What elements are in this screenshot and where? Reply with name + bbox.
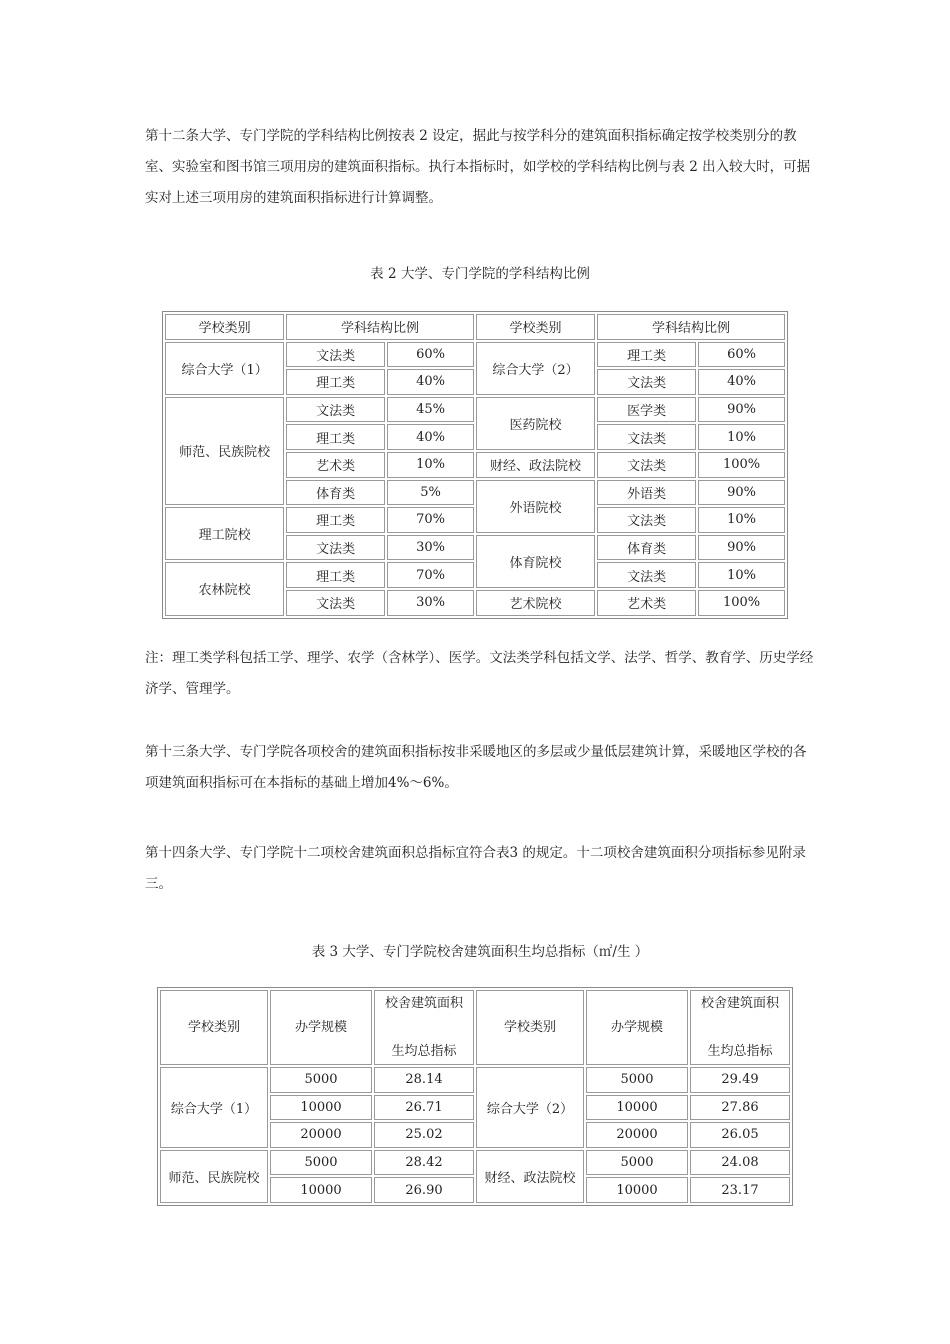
scale-cell: 20000 [270,1122,372,1148]
header-cell: 办学规模 [586,990,688,1065]
table-row [165,397,785,423]
header-spacer [385,1016,463,1040]
header-cell: 学科结构比例 [286,314,474,340]
scale-cell: 10000 [270,1177,372,1203]
scale-cell: 5000 [270,1150,372,1176]
scale-cell: 10000 [586,1095,688,1121]
school-type-cell: 医药院校 [476,397,595,450]
ratio-cell: 10% [387,452,474,478]
scale-cell: 10000 [586,1177,688,1203]
table3-caption: 表 3 大学、专门学院校舍建筑面积生均总指标（㎡/生 ） [311,944,649,960]
school-type-cell: 师范、民族院校 [160,1150,268,1203]
header-cell: 学校类别 [160,990,268,1065]
discipline-cell: 艺术类 [286,452,385,478]
discipline-cell: 文法类 [597,507,696,533]
table2-note: 注：理工类学科包括工学、理学、农学（含林学）、医学。文法类学科包括文学、法学、哲学、教育学、历史学经济学、管理学。 [145,650,814,697]
scale-cell: 5000 [586,1150,688,1176]
ratio-cell: 5% [387,480,474,506]
discipline-cell: 外语类 [597,480,696,506]
ratio-cell: 40% [698,369,785,395]
ratio-cell: 60% [698,342,785,368]
discipline-cell: 文法类 [597,424,696,450]
table-header-row [165,314,785,340]
discipline-cell: 理工类 [597,342,696,368]
scale-cell: 5000 [270,1067,372,1093]
school-type-cell: 综合大学（2） [476,342,595,395]
ratio-cell: 90% [698,480,785,506]
index-cell: 26.71 [374,1095,474,1121]
table-row [160,1067,790,1093]
header-cell: 学校类别 [165,314,284,340]
ratio-cell: 60% [387,342,474,368]
discipline-cell: 理工类 [286,507,385,533]
header-spacer [701,1016,779,1040]
table3-area-index [157,987,793,1206]
discipline-cell: 文法类 [286,535,385,561]
table2-caption: 表 2 大学、专门学院的学科结构比例 [370,266,590,282]
school-type-cell: 财经、政法院校 [476,1150,584,1203]
index-cell: 24.08 [690,1150,790,1176]
school-type-cell: 师范、民族院校 [165,397,284,505]
index-cell: 26.90 [374,1177,474,1203]
index-cell: 23.17 [690,1177,790,1203]
ratio-cell: 100% [698,590,785,616]
scale-cell: 10000 [270,1095,372,1121]
ratio-cell: 30% [387,535,474,561]
discipline-cell: 文法类 [597,369,696,395]
ratio-cell: 100% [698,452,785,478]
table-row [160,1150,790,1176]
ratio-cell: 45% [387,397,474,423]
discipline-cell: 文法类 [597,562,696,588]
header-cell: 学校类别 [476,990,584,1065]
school-type-cell: 综合大学（1） [160,1067,268,1148]
index-cell: 25.02 [374,1122,474,1148]
header-line: 校舍建筑面积 [384,995,463,1011]
table2-discipline-ratio [162,311,788,619]
ratio-cell: 10% [698,424,785,450]
header-line: 校舍建筑面积 [700,995,779,1011]
school-type-cell: 综合大学（1） [165,342,284,395]
school-type-cell: 财经、政法院校 [476,452,595,478]
header-cell [690,990,790,1065]
scale-cell: 5000 [586,1067,688,1093]
article-13-paragraph: 第十三条大学、专门学院各项校舍的建筑面积指标按非采暖地区的多层或少量低层建筑计算，采暖地区学校的各项建筑面积指标可在本指标的基础上增加4%～6%。 [145,744,807,791]
table-row [165,342,785,368]
ratio-cell: 70% [387,507,474,533]
discipline-cell: 文法类 [286,590,385,616]
discipline-cell: 体育类 [597,535,696,561]
discipline-cell: 文法类 [286,342,385,368]
article-12-paragraph: 第十二条大学、专门学院的学科结构比例按表 2 设定，据此与按学科分的建筑面积指标确定按学校类别分的教室、实验室和图书馆三项用房的建筑面积指标。执行本指标时，如学校的学科结构比例与表 2 出入较大时，可据实对上述三项用房的建筑面积指标进行计算调整。 [145,128,811,206]
discipline-cell: 体育类 [286,480,385,506]
header-cell: 学科结构比例 [597,314,785,340]
school-type-cell: 农林院校 [165,562,284,615]
discipline-cell: 文法类 [597,452,696,478]
header-cell [374,990,474,1065]
header-line: 生均总指标 [707,1043,773,1059]
school-type-cell: 体育院校 [476,535,595,588]
table-header-row [160,990,790,1065]
discipline-cell: 理工类 [286,369,385,395]
ratio-cell: 10% [698,562,785,588]
header-cell: 学校类别 [476,314,595,340]
ratio-cell: 40% [387,424,474,450]
ratio-cell: 10% [698,507,785,533]
ratio-cell: 90% [698,535,785,561]
index-cell: 29.49 [690,1067,790,1093]
discipline-cell: 理工类 [286,562,385,588]
discipline-cell: 文法类 [286,397,385,423]
header-line: 生均总指标 [391,1043,457,1059]
school-type-cell: 外语院校 [476,480,595,533]
index-cell: 27.86 [690,1095,790,1121]
index-cell: 28.42 [374,1150,474,1176]
ratio-cell: 30% [387,590,474,616]
header-cell: 办学规模 [270,990,372,1065]
scale-cell: 20000 [586,1122,688,1148]
index-cell: 28.14 [374,1067,474,1093]
discipline-cell: 理工类 [286,424,385,450]
discipline-cell: 艺术类 [597,590,696,616]
school-type-cell: 艺术院校 [476,590,595,616]
ratio-cell: 40% [387,369,474,395]
ratio-cell: 90% [698,397,785,423]
school-type-cell: 理工院校 [165,507,284,560]
article-14-paragraph: 第十四条大学、专门学院十二项校舍建筑面积总指标宜符合表3 的规定。十二项校舍建筑面积分项指标参见附录三。 [145,845,806,892]
discipline-cell: 医学类 [597,397,696,423]
ratio-cell: 70% [387,562,474,588]
school-type-cell: 综合大学（2） [476,1067,584,1148]
index-cell: 26.05 [690,1122,790,1148]
